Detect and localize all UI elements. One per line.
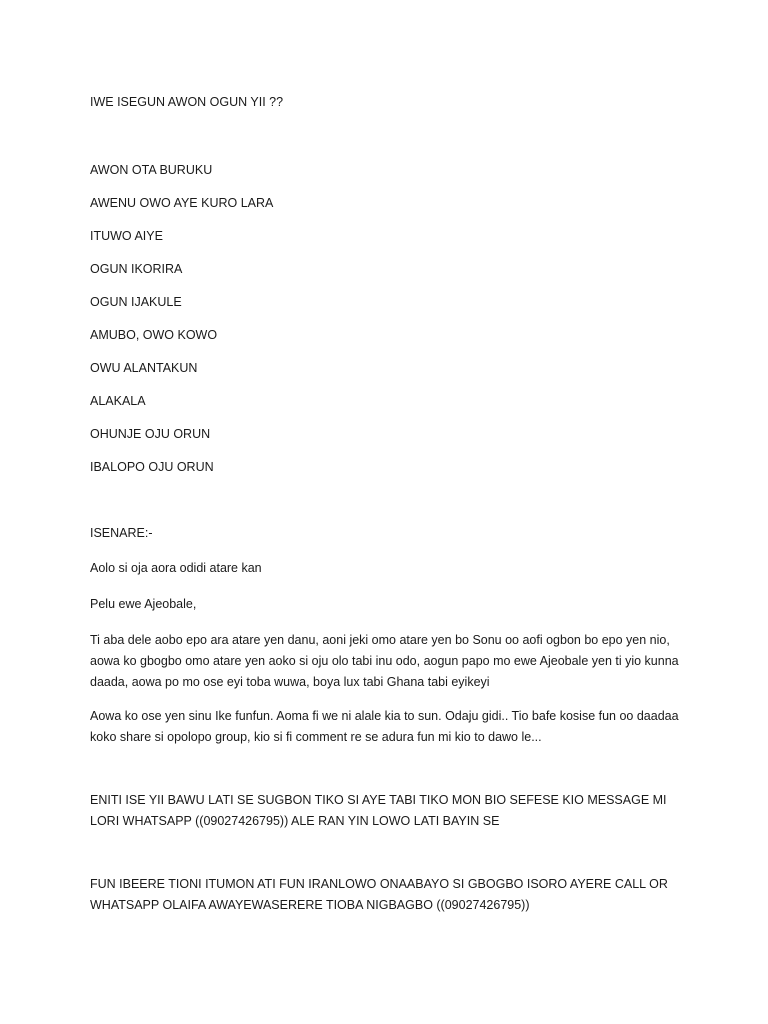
list-item: OGUN IKORIRA xyxy=(90,262,183,276)
paragraph: Aowa ko ose yen sinu Ike funfun. Aoma fi we ni alale kia to sun. Odaju gidi.. Tio bafe kosise fun oo daadaa koko share si opolopo group, kio si fi comment re se adura fun mi kio to dawo le... xyxy=(90,709,679,744)
list-item: ALAKALA xyxy=(90,394,146,408)
section-heading: ISENARE:- xyxy=(90,526,153,540)
list-item: OWU ALANTAKUN xyxy=(90,361,198,375)
paragraph: FUN IBEERE TIONI ITUMON ATI FUN IRANLOWO ONAABAYO SI GBOGBO ISORO AYERE CALL OR WHATSAPP OLAIFA AWAYEWASERERE TIOBA NIGBAGBO ((09027426795)) xyxy=(90,877,668,912)
document-title: IWE ISEGUN AWON OGUN YII ?? xyxy=(90,95,284,109)
list-item: AWENU OWO AYE KURO LARA xyxy=(90,196,274,210)
paragraph: Ti aba dele aobo epo ara atare yen danu, aoni jeki omo atare yen bo Sonu oo aofi ogbon bo epo yen nio, aowa ko gbogbo omo atare yen aoko si oju olo tabi inu odo, aogun papo mo ewe Ajeobale yen ti yio kunna daada, aowa po mo ose eyi toba wuwa, boya lux tabi Ghana tabi eyikeyi xyxy=(90,633,679,689)
list-item: AMUBO, OWO KOWO xyxy=(90,328,218,342)
document-body xyxy=(90,94,690,929)
list-item: IBALOPO OJU ORUN xyxy=(90,460,214,474)
list-item: OGUN IJAKULE xyxy=(90,295,182,309)
paragraph: ENITI ISE YII BAWU LATI SE SUGBON TIKO SI AYE TABI TIKO MON BIO SEFESE KIO MESSAGE MI LORI WHATSAPP ((09027426795)) ALE RAN YIN LOWO LATI BAYIN SE xyxy=(90,793,667,828)
paragraph: Pelu ewe Ajeobale, xyxy=(90,597,197,611)
list-item: AWON OTA BURUKU xyxy=(90,163,213,177)
list-item: OHUNJE OJU ORUN xyxy=(90,427,211,441)
paragraph: Aolo si oja aora odidi atare kan xyxy=(90,561,262,575)
list-item: ITUWO AIYE xyxy=(90,229,163,243)
